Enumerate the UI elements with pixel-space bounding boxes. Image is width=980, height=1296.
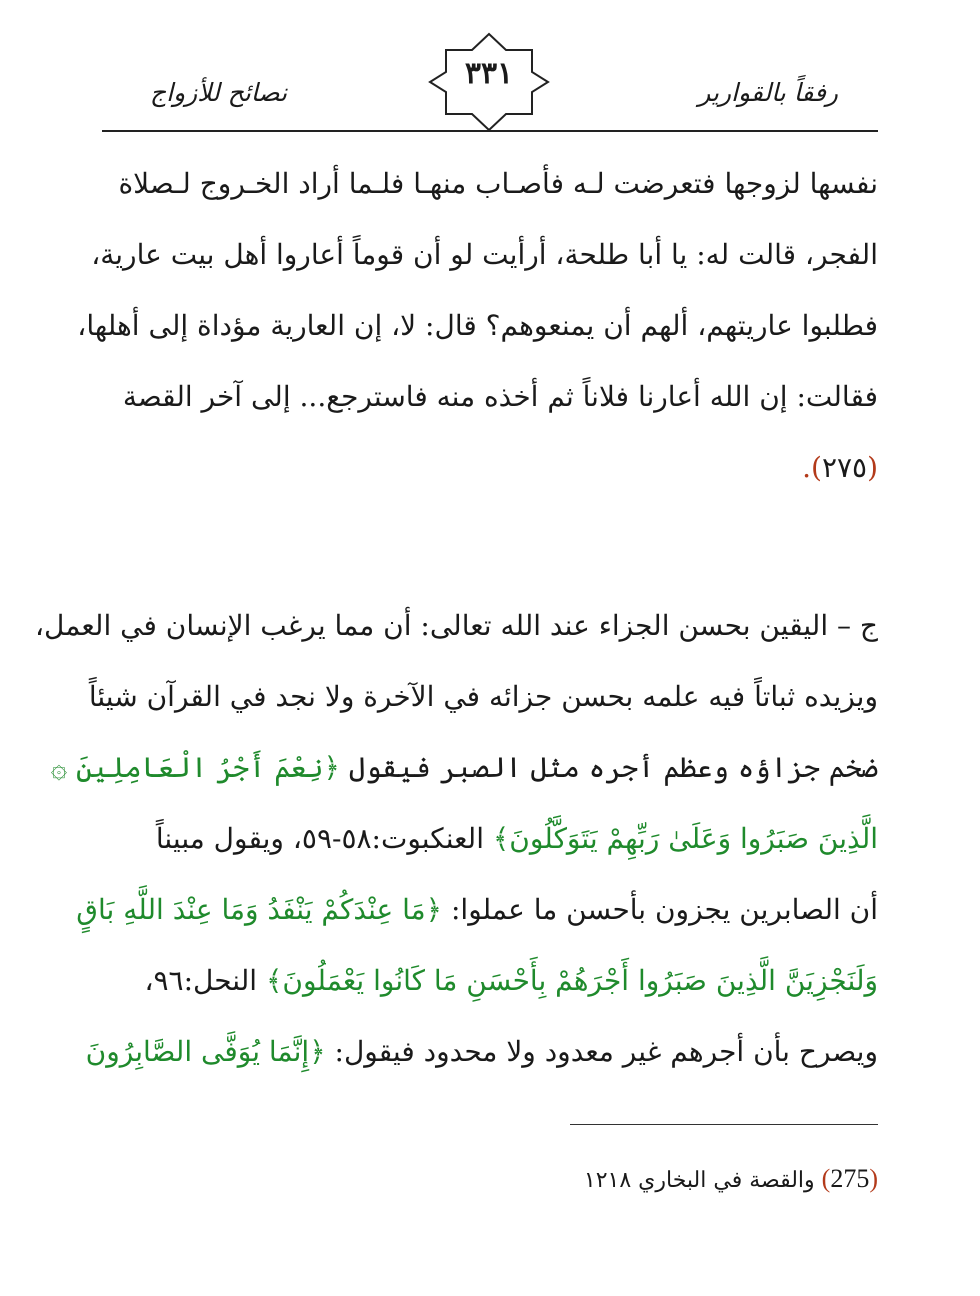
header-divider <box>102 130 878 132</box>
text-line: الفجر، قالت له: يا أبا طلحة، أرأيت لو أن قوماً أعاروا أهل بيت عارية، <box>91 238 878 271</box>
footnote-reference-line <box>102 432 878 503</box>
paragraph-story <box>77 148 878 503</box>
book-title: نصائح للأزواج <box>150 78 288 107</box>
quran-verse: وَلَنَجْزِيَنَّ الَّذِينَ صَبَرُوا أَجْرَهُمْ بِأَحْسَنِ مَا كَانُوا يَعْمَلُونَ﴾ <box>265 964 878 997</box>
text-line: فقالت: إن الله أعارنا فلاناً ثم أخذه منه فاسترجع... إلى آخر القصة <box>122 380 878 413</box>
page-header <box>102 30 878 130</box>
line-text: النحل:٩٦، <box>144 964 258 997</box>
text-line <box>102 803 878 874</box>
footnote-number: 275 <box>830 1164 870 1193</box>
footnote-ref-number: ٢٧٥ <box>821 451 868 484</box>
footnote <box>584 1164 878 1194</box>
text-line <box>76 874 878 945</box>
footnote-ref-open: ( <box>867 451 878 484</box>
footnote-text: والقصة في البخاري ١٢١٨ <box>583 1168 815 1193</box>
footnote-ref-close: ). <box>802 451 822 484</box>
line-text: ويصرح بأن أجرهم غير معدود ولا محدود فيقول: <box>334 1035 878 1068</box>
chapter-title: رفقاً بالقوارير <box>698 78 838 107</box>
quran-verse: ﴿نِعْمَ أَجْرُ الْعَامِلِينَ ۞ <box>50 751 340 784</box>
line-text: العنكبوت:٥٨-٥٩، ويقول مبيناً <box>155 822 484 855</box>
quran-verse: ﴿مَا عِنْدَكُمْ يَنْفَدُ وَمَا عِنْدَ اللَّهِ بَاقٍ <box>76 893 443 926</box>
footnote-close-paren: ) <box>821 1164 831 1193</box>
line-text: أن الصابرين يجزون بأحسن ما عملوا: <box>450 893 878 926</box>
text-line: ج – اليقين بحسن الجزاء عند الله تعالى: أن مما يرغب الإنسان في العمل، <box>34 609 878 642</box>
footnote-open-paren: ( <box>869 1164 878 1193</box>
footnote-divider <box>570 1124 878 1125</box>
quran-verse: الَّذِينَ صَبَرُوا وَعَلَىٰ رَبِّهِمْ يَتَوَكَّلُونَ﴾ <box>492 822 878 855</box>
text-line: ويزيده ثباتاً فيه علمه بحسن جزائه في الآخرة ولا نجد في القرآن شيئاً <box>88 680 878 713</box>
page-number: ٣٣١ <box>464 56 514 91</box>
text-line <box>50 732 878 803</box>
text-line: نفسها لزوجها فتعرضت لـه فأصـاب منهـا فلـما أراد الخـروج لـصلاة <box>118 167 878 200</box>
footnote-mark <box>822 1164 878 1193</box>
text-line: فطلبوا عاريتهم، ألهم أن يمنعوهم؟ قال: لا، إن العارية مؤداة إلى أهلها، <box>77 309 878 342</box>
line-text: ضخم جزاؤه وعظم أجره مثل الصبر فيقول <box>348 751 878 784</box>
text-line <box>102 945 878 1016</box>
paragraph-certainty <box>34 590 878 1087</box>
text-line <box>85 1016 878 1087</box>
page-number-badge <box>428 32 550 132</box>
quran-verse: ﴿إِنَّمَا يُوَفَّى الصَّابِرُونَ <box>85 1035 326 1068</box>
